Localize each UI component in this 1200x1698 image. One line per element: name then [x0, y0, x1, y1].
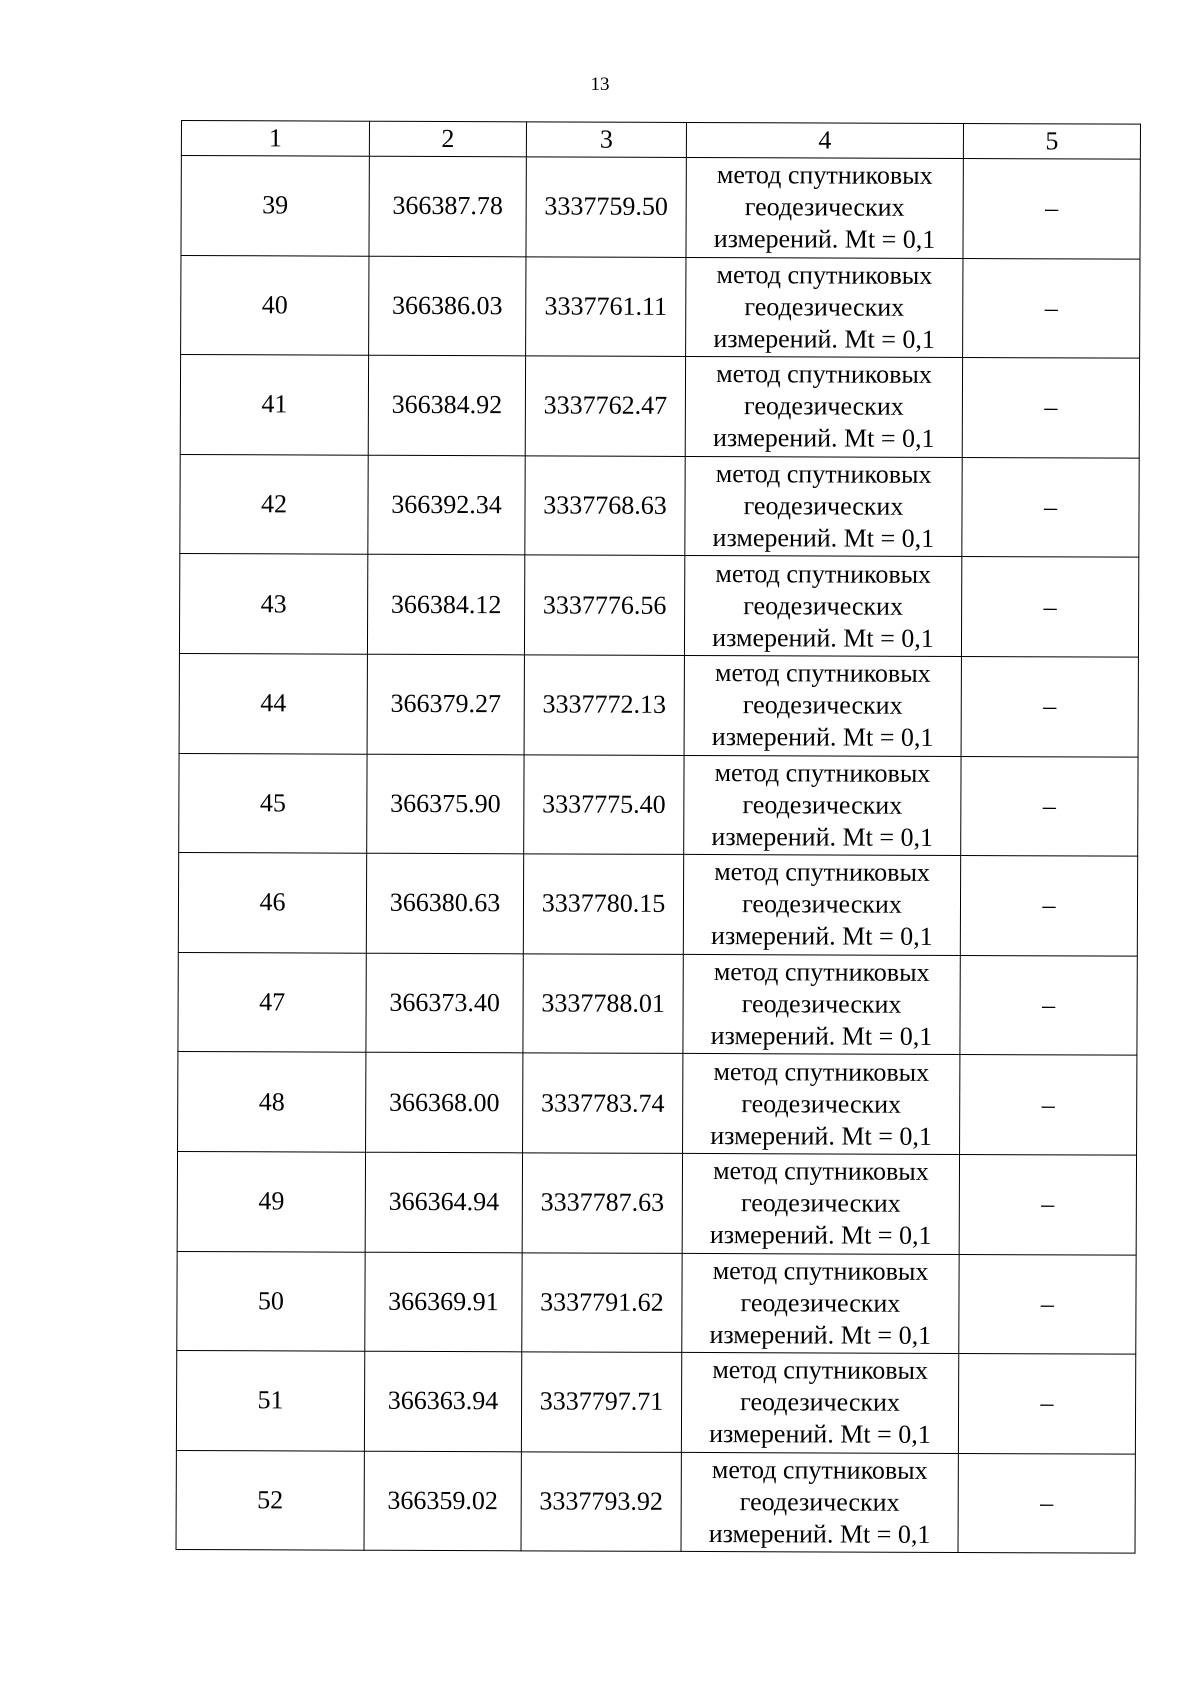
method-line: измерений. Mt = 0,1	[709, 1419, 931, 1450]
y-coordinate-cell: 3337759.50	[526, 157, 686, 257]
x-coordinate-cell: 366392.34	[368, 455, 525, 555]
header-col-4: 4	[686, 122, 963, 158]
y-coordinate-cell: 3337776.56	[524, 555, 684, 655]
x-coordinate-cell: 366363.94	[364, 1351, 521, 1451]
method-line: измерений. Mt = 0,1	[710, 1120, 932, 1151]
point-number-cell: 49	[177, 1151, 365, 1251]
method-cell	[686, 157, 963, 258]
method-line: измерений. Mt = 0,1	[713, 224, 936, 255]
note-cell: –	[959, 1254, 1136, 1354]
note-cell: –	[958, 1354, 1135, 1454]
method-line: измерений. Mt = 0,1	[712, 523, 935, 553]
point-number-cell: 45	[179, 753, 367, 853]
method-line: метод спутниковых	[716, 160, 933, 191]
table-row	[178, 952, 1137, 1055]
note-cell: –	[959, 1154, 1136, 1254]
method-cell	[684, 556, 961, 657]
note-cell: –	[960, 856, 1137, 956]
method-line: геодезических	[744, 192, 905, 223]
method-line: измерений. Mt = 0,1	[709, 1319, 932, 1350]
method-line: метод спутниковых	[712, 1355, 929, 1386]
point-number-cell: 48	[178, 1052, 366, 1152]
note-cell: –	[963, 258, 1140, 358]
y-coordinate-cell: 3337797.71	[521, 1352, 681, 1452]
method-line: метод спутниковых	[716, 359, 932, 390]
method-cell	[684, 655, 961, 756]
y-coordinate-cell: 3337791.62	[522, 1252, 682, 1352]
table-row	[178, 853, 1137, 956]
method-line: измерений. Mt = 0,1	[712, 423, 935, 454]
y-coordinate-cell: 3337780.15	[523, 854, 683, 954]
table-row	[179, 753, 1138, 856]
method-line: метод спутниковых	[714, 658, 931, 689]
header-col-1: 1	[181, 121, 369, 157]
x-coordinate-cell: 366368.00	[366, 1053, 523, 1153]
table-row	[179, 554, 1138, 657]
method-cell	[684, 755, 961, 856]
x-coordinate-cell: 366380.63	[366, 853, 523, 953]
method-cell	[682, 1153, 959, 1254]
x-coordinate-cell: 366364.94	[365, 1152, 522, 1252]
table-row	[176, 1351, 1135, 1454]
table-row	[179, 653, 1138, 756]
y-coordinate-cell: 3337793.92	[521, 1452, 681, 1552]
method-line: измерений. Mt = 0,1	[710, 1021, 933, 1051]
x-coordinate-cell: 366373.40	[366, 953, 523, 1053]
header-col-5: 5	[963, 124, 1140, 160]
table-row	[178, 1052, 1137, 1155]
method-line: геодезических	[740, 1287, 901, 1318]
table-row	[176, 1450, 1135, 1553]
method-line: метод спутниковых	[714, 757, 931, 788]
table-header	[181, 121, 1140, 160]
method-cell	[681, 1353, 958, 1454]
y-coordinate-cell: 3337761.11	[526, 256, 686, 356]
page-number: 13	[590, 74, 610, 95]
note-cell: –	[958, 1453, 1135, 1553]
method-cell	[683, 1054, 960, 1155]
note-cell: –	[961, 656, 1138, 756]
method-line: метод спутниковых	[715, 558, 932, 589]
point-number-cell: 41	[180, 355, 368, 455]
method-line: измерений. Mt = 0,1	[713, 323, 936, 354]
note-cell: –	[961, 557, 1138, 657]
y-coordinate-cell: 3337788.01	[523, 954, 683, 1054]
note-cell: –	[962, 457, 1139, 557]
x-coordinate-cell: 366375.90	[367, 754, 524, 854]
method-line: геодезических	[741, 989, 902, 1019]
method-line: геодезических	[740, 1188, 901, 1219]
point-number-cell: 39	[181, 156, 369, 256]
method-line: геодезических	[743, 391, 904, 422]
method-line: метод спутниковых	[713, 957, 930, 987]
table-row	[181, 156, 1140, 259]
table-row	[181, 255, 1140, 358]
method-line: измерений. Mt = 0,1	[708, 1519, 931, 1549]
method-line: метод спутниковых	[711, 1455, 928, 1485]
method-line: измерений. Mt = 0,1	[709, 1220, 932, 1251]
method-line: метод спутниковых	[716, 259, 933, 290]
point-number-cell: 40	[181, 255, 369, 355]
note-cell: –	[962, 358, 1139, 458]
method-line: измерений. Mt = 0,1	[711, 921, 933, 952]
method-cell	[683, 954, 960, 1055]
method-line: геодезических	[743, 590, 904, 621]
method-cell	[685, 456, 962, 557]
method-line: геодезических	[743, 491, 904, 521]
method-line: метод спутниковых	[715, 459, 932, 489]
method-line: геодезических	[742, 790, 903, 820]
y-coordinate-cell: 3337775.40	[524, 754, 684, 854]
method-line: геодезических	[739, 1487, 900, 1517]
method-line: измерений. Mt = 0,1	[711, 821, 934, 852]
coordinates-table	[176, 120, 1141, 1554]
header-row	[181, 121, 1140, 160]
point-number-cell: 50	[177, 1251, 365, 1351]
note-cell: –	[963, 159, 1140, 259]
method-cell	[686, 257, 963, 358]
method-line: измерений. Mt = 0,1	[712, 622, 934, 653]
method-line: метод спутниковых	[713, 1056, 930, 1087]
x-coordinate-cell: 366387.78	[369, 156, 526, 256]
point-number-cell: 44	[179, 653, 367, 753]
x-coordinate-cell: 366359.02	[364, 1451, 521, 1551]
x-coordinate-cell: 366369.91	[365, 1252, 522, 1352]
point-number-cell: 43	[179, 554, 367, 654]
method-line: метод спутниковых	[713, 1156, 929, 1187]
method-line: метод спутниковых	[712, 1255, 929, 1286]
x-coordinate-cell: 366384.92	[368, 355, 525, 455]
method-line: геодезических	[742, 690, 903, 721]
method-line: геодезических	[740, 1387, 900, 1418]
method-cell	[683, 855, 960, 956]
table-row	[177, 1251, 1136, 1354]
note-cell: –	[961, 756, 1138, 856]
y-coordinate-cell: 3337772.13	[524, 655, 684, 755]
table-row	[180, 454, 1139, 557]
method-line: метод спутниковых	[714, 857, 931, 888]
y-coordinate-cell: 3337762.47	[525, 356, 685, 456]
point-number-cell: 47	[178, 952, 366, 1052]
x-coordinate-cell: 366379.27	[367, 654, 524, 754]
x-coordinate-cell: 366386.03	[369, 256, 526, 356]
note-cell: –	[960, 1055, 1137, 1155]
y-coordinate-cell: 3337783.74	[523, 1053, 683, 1153]
y-coordinate-cell: 3337787.63	[522, 1153, 682, 1253]
point-number-cell: 51	[176, 1351, 364, 1451]
table-row	[177, 1151, 1136, 1254]
header-col-2: 2	[369, 121, 526, 157]
point-number-cell: 42	[180, 454, 368, 554]
method-line: измерений. Mt = 0,1	[711, 722, 934, 753]
x-coordinate-cell: 366384.12	[367, 555, 524, 655]
method-line: геодезических	[744, 292, 905, 322]
method-cell	[681, 1452, 958, 1553]
method-line: геодезических	[741, 1088, 902, 1119]
y-coordinate-cell: 3337768.63	[525, 456, 685, 556]
method-cell	[685, 357, 962, 458]
table-body	[176, 156, 1140, 1554]
point-number-cell: 46	[178, 853, 366, 953]
method-cell	[682, 1253, 959, 1354]
point-number-cell: 52	[176, 1450, 364, 1550]
method-line: геодезических	[742, 889, 902, 920]
header-col-3: 3	[526, 122, 686, 158]
table-row	[180, 355, 1139, 458]
note-cell: –	[960, 955, 1137, 1055]
